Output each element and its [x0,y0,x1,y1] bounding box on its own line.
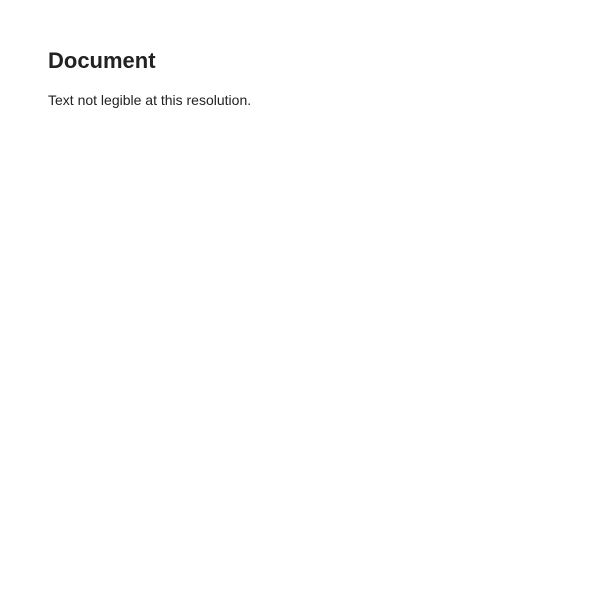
page-heading: Document [48,48,156,73]
page-note: Text not legible at this resolution. [48,92,252,108]
